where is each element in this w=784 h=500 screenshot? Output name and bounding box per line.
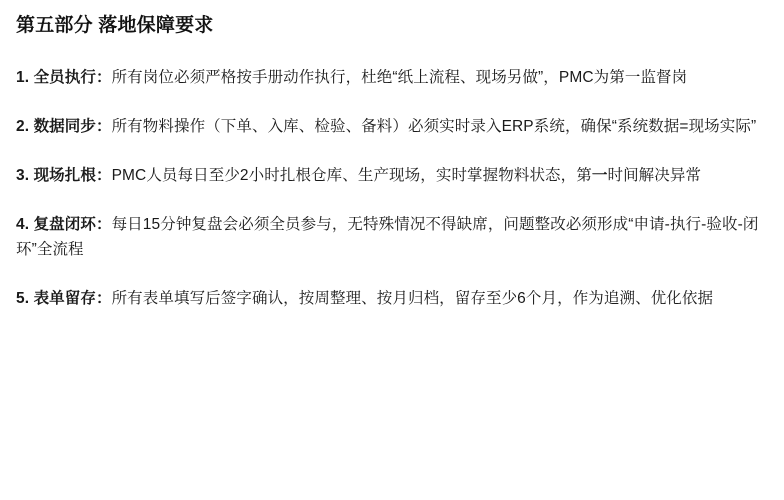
clause-item-5 bbox=[16, 286, 768, 311]
clause-item-1 bbox=[16, 65, 768, 90]
clause-number: 2. bbox=[16, 117, 30, 135]
clause-number: 3. bbox=[16, 166, 30, 184]
clause-item-3 bbox=[16, 163, 768, 188]
clause-number: 4. bbox=[16, 216, 30, 234]
clause-item-4 bbox=[16, 212, 768, 262]
clause-item-2 bbox=[16, 114, 768, 139]
clause-body: 所有表单填写后签字确认，按周整理、按月归档，留存至少6个月，作为追溯、优化依据 bbox=[111, 290, 714, 308]
clause-body-pre: PMC人员每日至少2小时扎根仓库、生产现场，实时掌握物料状态，第 bbox=[111, 166, 592, 184]
clause-lead: 复盘闭环： bbox=[33, 216, 112, 234]
clause-body-emphasis: 一 bbox=[591, 166, 608, 184]
clause-number: 5. bbox=[16, 290, 30, 308]
clause-lead: 全员执行： bbox=[33, 68, 112, 86]
clause-number: 1. bbox=[16, 68, 30, 86]
clause-lead: 现场扎根： bbox=[33, 166, 112, 184]
clause-body: 所有物料操作（下单、入库、检验、备料）必须实时录入ERP系统，确保“系统数据=现场实际” bbox=[111, 117, 757, 135]
clause-body: 每日15分钟复盘会必须全员参与，无特殊情况不得缺席，问题整改必须形成“申请-执行-验收-闭环”全流程 bbox=[16, 216, 759, 259]
clause-body-post: 时间解决异常 bbox=[607, 166, 702, 184]
clause-lead: 数据同步： bbox=[33, 117, 112, 135]
clause-lead: 表单留存： bbox=[33, 290, 112, 308]
page-title: 第五部分 落地保障要求 bbox=[16, 15, 214, 36]
clause-body: 所有岗位必须严格按手册动作执行，杜绝“纸上流程、现场另做”，PMC为第一监督岗 bbox=[111, 68, 688, 86]
